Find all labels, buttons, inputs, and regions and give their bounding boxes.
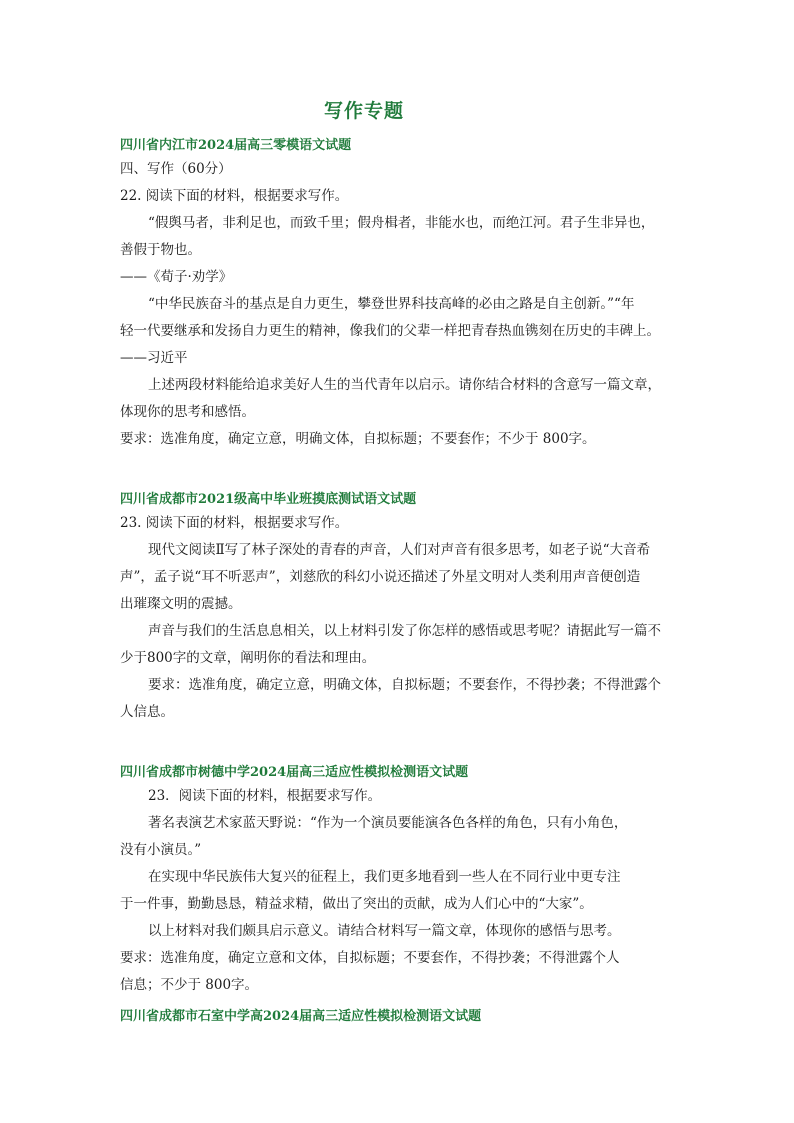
- text-line: 在实现中华民族伟大复兴的征程上，我们更多地看到一些人在不同行业中更专注: [148, 869, 621, 885]
- text-line: 四、写作（60分）: [120, 161, 232, 177]
- section-source-2: 四川省成都市2021级高中毕业班摸底测试语文试题: [120, 492, 417, 507]
- text-line: 于一件事，勤勤恳恳，精益求精，做出了突出的贡献，成为人们心中的“大家”。: [120, 896, 593, 912]
- requirement-line: 要求：选准角度，确定立意，明确文体，自拟标题；不要套作；不少于 800字。: [120, 431, 596, 447]
- section-source-1: 四川省内江市2024届高三零模语文试题: [120, 138, 352, 153]
- text-line: 出璀璨文明的震撼。: [120, 596, 242, 612]
- text-line: 善假于物也。: [120, 242, 201, 258]
- text-line: ——习近平: [120, 350, 188, 366]
- section-source-4: 四川省成都市石室中学高2024届高三适应性模拟检测语文试题: [120, 1009, 482, 1024]
- text-line: 以上材料对我们颇具启示意义。请结合材料写一篇文章，体现你的感悟与思考。: [148, 923, 621, 939]
- requirement-line: 要求：选准角度，确定立意，明确文体，自拟标题；不要套作，不得抄袭；不得泄露个: [148, 677, 661, 693]
- text-line: 现代文阅读Ⅱ写了林子深处的青春的声音，人们对声音有很多思考，如老子说“大音希: [148, 542, 651, 558]
- question-heading: 23. 阅读下面的材料，根据要求写作。: [120, 515, 349, 531]
- text-line: “假舆马者，非利足也，而致千里；假舟楫者，非能水也，而绝江河。君子生非异也，: [148, 215, 655, 231]
- text-line: ——《荀子·劝学》: [120, 269, 233, 285]
- question-heading: 22. 阅读下面的材料，根据要求写作。: [120, 188, 349, 204]
- text-line: 没有小演员。”: [120, 842, 202, 858]
- requirement-line: 要求：选准角度，确定立意和文体，自拟标题；不要套作，不得抄袭；不得泄露个人: [120, 950, 620, 966]
- text-line: 信息；不少于 800字。: [120, 977, 259, 993]
- page-title: 写作专题: [323, 100, 404, 122]
- text-line: 轻一代要继承和发扬自力更生的精神，像我们的父辈一样把青春热血镌刻在历史的丰碑上。: [120, 323, 660, 339]
- text-line: 人信息。: [120, 704, 174, 720]
- question-heading: 23．阅读下面的材料，根据要求写作。: [148, 788, 382, 804]
- text-line: 体现你的思考和感悟。: [120, 404, 255, 420]
- text-line: 声音与我们的生活息息相关，以上材料引发了你怎样的感悟或思考呢？请据此写一篇不: [148, 623, 661, 639]
- text-line: 著名表演艺术家蓝天野说：“作为一个演员要能演各色各样的角色，只有小角色，: [148, 815, 628, 831]
- text-line: “中华民族奋斗的基点是自力更生，攀登世界科技高峰的必由之路是自主创新。”“年: [148, 296, 635, 312]
- section-source-3: 四川省成都市树德中学2024届高三适应性模拟检测语文试题: [120, 765, 469, 780]
- text-line: 少于800字的文章，阐明你的看法和理由。: [120, 650, 376, 666]
- text-line: 声”，孟子说“耳不听恶声”，刘慈欣的科幻小说还描述了外星文明对人类利用声音便创造: [120, 569, 641, 585]
- text-line: 上述两段材料能给追求美好人生的当代青年以启示。请你结合材料的含意写一篇文章，: [148, 377, 661, 393]
